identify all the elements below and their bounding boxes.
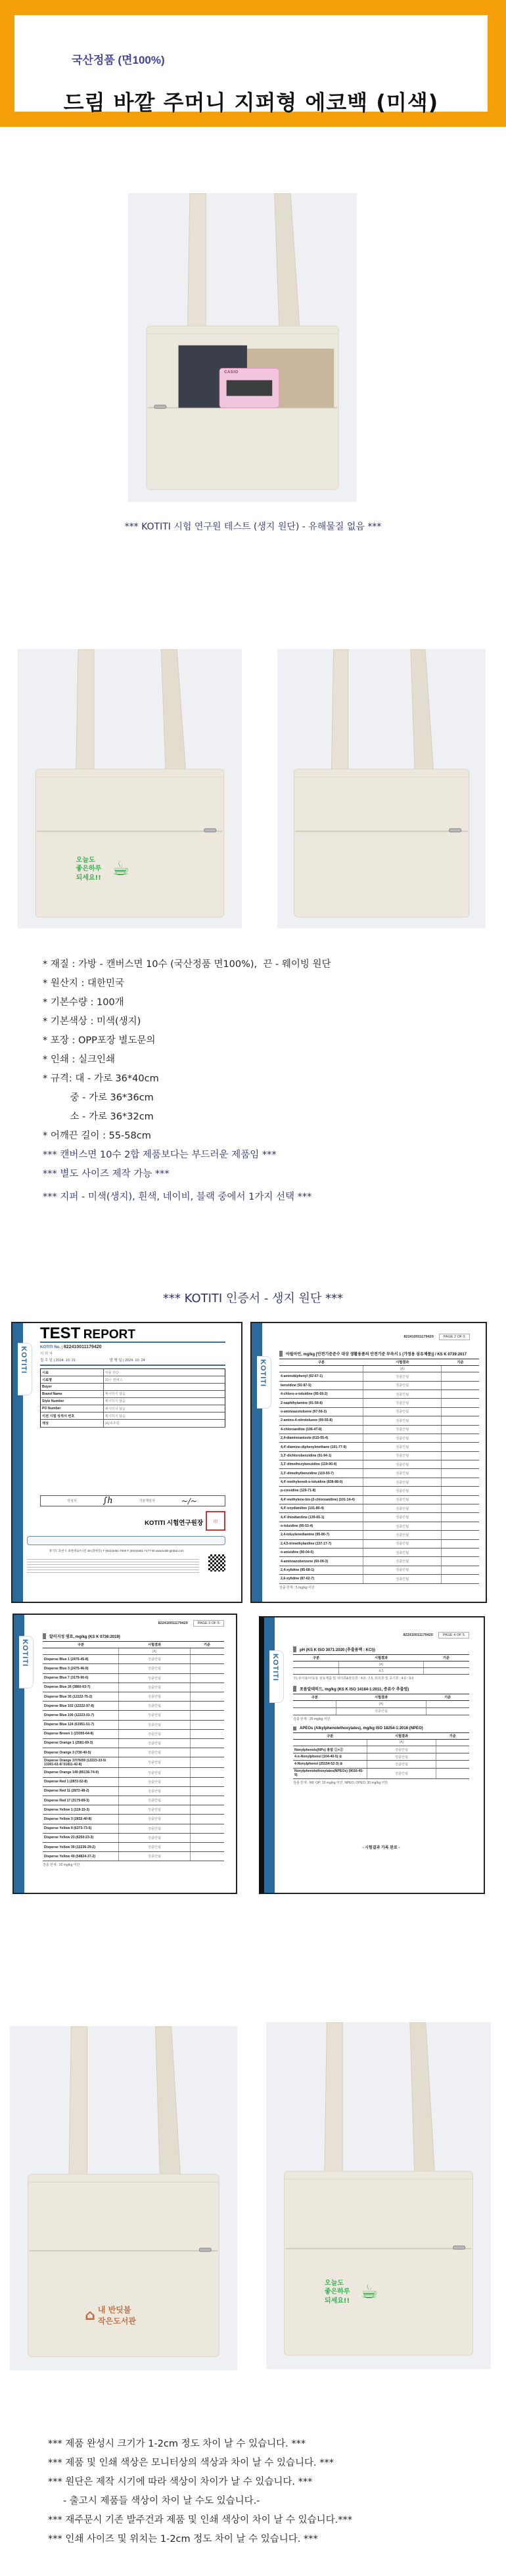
header-banner xyxy=(0,0,506,127)
spec-item: * 기본수량 : 100개 xyxy=(43,997,124,1008)
table-header xyxy=(293,1732,469,1739)
table-row xyxy=(293,1746,469,1753)
issued-date: 2024. 10. 24 xyxy=(125,1359,145,1363)
test-report-page-3: KOTITI 822410011179420 PAGE 3 OF 5 알러지성 염료, mg/kg (KS K 0736:2019) 구분 시험결과 기준 (A) Disperse Blue 1 (2475-45-8) 검출안됨 Disperse Blue 3 (2475-46-9) 검출안됨 Disperse Blue 7 (3179-90-6) 검출안됨 Disperse Blue 26 (3860-63-7) 검출안됨 Disperse Blue 35 (12222-75-2) 검출안됨 Disperse Blue 102 (12222-97-8) 검출안됨 Disperse Blue 106 (12223-01-7) 검출안됨 Disperse Blue 124 (61951-51-7) 검출안됨 Disperse Brown 1 (23355-64-8) 검출안됨 Disperse Orange 1 (2581-69-3) 검출안됨 Disperse Orange 3 (730-40-5) 검출안됨 Disperse Orange 37/76/59 (12223-33-5/ 13301-61-6/ 51811-42-8) 검출안됨 Disperse Orange 149 (85136-74-9) 검출안됨 Disperse Red 1 (2872-52-8) 검출안됨 Disperse Red 11 (2872-48-2) 검출안됨 Disperse Red 17 (3179-89-3) 검출안됨 Disperse Yellow 1 (119-15-3) 검출안됨 Disperse Yellow 3 (2832-40-8) 검출안됨 Disperse Yellow 9 (6373-73-5) 검출안됨 Disperse Yellow 23 (6250-23-3) 검출안됨 Disperse Yellow 39 (12236-29-2) 검출안됨 Disperse Yellow 49 (54824-37-2) 검출안됨 검출 한계 : 20 mg/kg 미만 xyxy=(12,1614,237,1894)
table-row xyxy=(279,1425,479,1434)
test-result: 검출안됨 xyxy=(119,1824,190,1833)
received-label: 접 수 일 xyxy=(40,1359,53,1363)
print-text-line: 오늘도 xyxy=(76,856,95,864)
test-result: 검출안됨 xyxy=(367,1753,436,1761)
apeo-section-title: APEOs (Alkylphenolethoxylates), mg/kg ISO 18254-1:2016 (NPEO) xyxy=(293,1727,469,1730)
signature-icon: ~∕~ xyxy=(181,1496,197,1506)
print-text-line: 되세요!! xyxy=(76,874,101,882)
spec-item: 소 - 가로 36*32cm xyxy=(43,1112,154,1122)
table-row xyxy=(279,1575,479,1583)
table-row xyxy=(43,1815,224,1824)
library-print-logo xyxy=(85,2305,136,2326)
ph-table: 구분 시험결과 기준 (A) 4.5 xyxy=(293,1654,469,1675)
substance-name: Disperse Yellow 23 (6250-23-3) xyxy=(43,1833,119,1842)
column-header: 구분 xyxy=(43,1642,119,1648)
table-row xyxy=(43,1757,224,1768)
table-row xyxy=(43,1824,224,1833)
institute-address: 경기도 과천시 과천대로7나길 48 (갈현동) T (822)3451-7000 F (822)3451-7177 W www.kotiti-global.com xyxy=(49,1549,184,1552)
test-result: 검출안됨 xyxy=(363,1504,442,1513)
test-result: 검출안됨 xyxy=(119,1796,190,1805)
substance-name: Nonylphenols(NPs) 총합 ①+② xyxy=(293,1746,367,1753)
test-result: 검출안됨 xyxy=(363,1487,442,1495)
table-row xyxy=(279,1372,479,1381)
test-result: 검출안됨 xyxy=(119,1711,190,1720)
spec-note: *** 지퍼 - 미색(생지), 흰색, 네이비, 블랙 중에서 1가지 선택 *** xyxy=(43,1192,312,1202)
substance-name: 4-aminobiphenyl (92-67-1) xyxy=(279,1372,363,1381)
sample-info-row xyxy=(41,1390,225,1397)
section-title: 알러지성 염료, mg/kg (KS K 0736:2019) xyxy=(43,1633,224,1639)
substance-name: Nonylphenolethoxylates(NPEOs) (9016-45-9) xyxy=(293,1768,367,1778)
notice-item: *** 제품 완성시 크기가 1-2cm 정도 차이 날 수 있습니다. *** xyxy=(48,2439,306,2449)
table-row xyxy=(279,1390,479,1398)
test-result: 검출안됨 xyxy=(119,1729,190,1738)
test-result: 검출안됨 xyxy=(363,1434,442,1442)
field-value: (A)네추럴 xyxy=(103,1420,225,1427)
test-result: 검출안됨 xyxy=(119,1833,190,1842)
column-header: 시험결과 xyxy=(367,1732,436,1739)
substance-name: Disperse Yellow 3 (2832-40-8) xyxy=(43,1815,119,1824)
table-row xyxy=(279,1399,479,1407)
notice-item: *** 재주문시 기존 발주건과 제품 및 인쇄 색상이 차이 날 수 있습니다.*** xyxy=(48,2515,352,2525)
print-text-line: 내 반딧불 xyxy=(97,2305,131,2315)
substance-name: 3,3'-dimethylbenzidine (119-93-7) xyxy=(279,1469,363,1478)
formaldehyde-section-title: 포름알데히드, mg/kg (KS K ISO 14184-1:2011, 증류수 추출법) xyxy=(293,1686,469,1692)
substance-name: 2,4-toluylenediamine (95-80-7) xyxy=(279,1531,363,1539)
table-row xyxy=(279,1487,479,1495)
substance-name: Disperse Orange 149 (85136-74-9) xyxy=(43,1768,119,1777)
column-header: 기준 xyxy=(190,1642,224,1648)
test-result: 검출안됨 xyxy=(363,1478,442,1486)
spec-item: 중 - 가로 36*36cm xyxy=(43,1093,154,1103)
substance-name: Disperse Red 11 (2872-48-2) xyxy=(43,1786,119,1796)
substance-name: 4-chloro-o-toluidine (95-69-2) xyxy=(279,1390,363,1398)
table-row xyxy=(279,1566,479,1574)
substance-name: 4,4'-thiodianiline (139-65-1) xyxy=(279,1513,363,1522)
substance-name: Disperse Blue 1 (2475-45-8) xyxy=(43,1655,119,1664)
test-result: 검출안됨 xyxy=(119,1777,190,1786)
field-label: PO Number xyxy=(41,1405,104,1412)
coffee-cup-icon: ☕ xyxy=(112,857,130,880)
substance-name: Disperse Yellow 1 (119-15-3) xyxy=(43,1805,119,1815)
test-result: 검출안됨 xyxy=(363,1399,442,1407)
substance-name: Disperse Orange 37/76/59 (12223-33-5/ 13301-61-6/ 51811-42-8) xyxy=(43,1757,119,1768)
table-row xyxy=(279,1381,479,1390)
test-result: 검출안됨 xyxy=(119,1805,190,1815)
table-row xyxy=(43,1702,224,1711)
kotiti-tab: KOTITI xyxy=(18,1343,32,1395)
page-indicator: PAGE 4 OF 5 xyxy=(438,1632,469,1638)
cafe-print-logo xyxy=(325,2279,379,2306)
detection-limit: 검출 한계 : 20 mg/kg 미만 xyxy=(43,1863,80,1868)
test-result: 검출안됨 xyxy=(367,1768,436,1778)
table-row xyxy=(43,1738,224,1748)
test-result: 검출안됨 xyxy=(363,1390,442,1398)
table-row xyxy=(279,1548,479,1557)
field-label: 색상 xyxy=(41,1420,104,1427)
product-photo-back xyxy=(277,649,486,928)
column-header: 구분 xyxy=(293,1732,367,1739)
test-result: 검출안됨 xyxy=(363,1416,442,1425)
substance-name: 2,4,5-trimethylaniline (137-17-7) xyxy=(279,1539,363,1548)
field-label: Brand Name xyxy=(41,1390,104,1397)
test-result: 검출안됨 xyxy=(363,1425,442,1434)
substance-name: Disperse Orange 3 (730-40-5) xyxy=(43,1748,119,1757)
test-result: 검출안됨 xyxy=(363,1531,442,1539)
signature-icon: ∫h xyxy=(103,1496,113,1506)
spec-note: *** 별도 사이즈 제작 가능 *** xyxy=(43,1169,170,1179)
test-result: 검출안됨 xyxy=(363,1566,442,1574)
substance-name: Disperse Blue 7 (3179-90-6) xyxy=(43,1673,119,1683)
formaldehyde-table: 구분 시험결과 기준 (A) 검출안됨 xyxy=(293,1694,469,1715)
table-row xyxy=(279,1416,479,1425)
substance-name: 3,3'-dimethoxybenzidine (119-90-4) xyxy=(279,1460,363,1469)
table-row xyxy=(43,1673,224,1683)
test-result: 검출안됨 xyxy=(367,1761,436,1768)
test-result: 검출안됨 xyxy=(363,1575,442,1583)
test-result: 검출안됨 xyxy=(363,1451,442,1460)
test-result: 검출안됨 xyxy=(119,1768,190,1777)
test-result: 검출안됨 xyxy=(367,1746,436,1753)
field-value: 10수 캔버스 xyxy=(103,1376,225,1384)
table-row xyxy=(279,1531,479,1539)
test-result: 검출안됨 xyxy=(119,1655,190,1664)
table-row xyxy=(279,1443,479,1451)
test-result: 검출안됨 xyxy=(363,1469,442,1478)
substance-name: Disperse Yellow 39 (12236-29-2) xyxy=(43,1842,119,1851)
substance-name: 4,4'-oxydianiline (101-80-4) xyxy=(279,1504,363,1513)
table-row xyxy=(43,1748,224,1757)
substance-name: 2,6-xylidine (87-62-7) xyxy=(279,1575,363,1583)
test-result: 검출안됨 xyxy=(363,1513,442,1522)
signer-2: 기술책임자 xyxy=(139,1499,155,1503)
test-result: 검출안됨 xyxy=(119,1702,190,1711)
table-row xyxy=(293,1768,469,1778)
print-text-line: 오늘도 xyxy=(324,2279,344,2287)
product-photo-pocket-items xyxy=(128,193,357,502)
product-title: 드림 바깥 주머니 지퍼형 에코백 (미색) xyxy=(63,90,439,115)
field-label: 시료명 xyxy=(41,1376,104,1384)
notice-item: - 출고시 제품들 색상이 차이 날 수도 있습니다.- xyxy=(48,2496,260,2506)
substance-name: 4-chloroaniline (106-47-8) xyxy=(279,1425,363,1434)
table-row xyxy=(43,1664,224,1673)
table-row xyxy=(279,1504,479,1513)
test-result: 검출안됨 xyxy=(363,1557,442,1566)
substance-name: 3,3'-dichlorobenzidine (91-94-1) xyxy=(279,1451,363,1460)
sample-info-row xyxy=(41,1369,225,1376)
spec-item: * 어깨끈 길이 : 55-58cm xyxy=(43,1131,151,1141)
header-box xyxy=(14,15,488,115)
table-row xyxy=(279,1513,479,1522)
sample-info-table xyxy=(40,1368,225,1428)
substance-name: Disperse Blue 102 (12222-97-8) xyxy=(43,1702,119,1711)
test-result: 검출안됨 xyxy=(119,1815,190,1824)
column-header: 구분 xyxy=(279,1359,363,1366)
substance-name: Disperse Blue 35 (12222-75-2) xyxy=(43,1692,119,1701)
product-photo-cafe-print xyxy=(266,2022,491,2369)
field-value: 제시하지 않음 xyxy=(103,1397,225,1405)
formaldehyde-limit: 검출 한계 : 20 mg/kg 미만 xyxy=(293,1717,331,1721)
arylamine-table xyxy=(279,1359,479,1584)
test-report-page-1: KOTITI TEST REPORT KOTITI No. | 822410011179420 의 뢰 자 접 수 일 | 2024. 10. 21 발 행 일 | 2024. 10. 24 시료 직물 원단 시료명 10수 캔버스 Buyer Brand Name 제시하지 않음 Style Number 제시하지 않음 PO Number 제시하지 않음 이전 시험 성적서 번호 제시하지 않음 색상 (A)네추럴 작성자 ∫h 기술책임자 ~∕~ KOTITI 시험연구원장 印 경기도 과천시 과천대로7나길 48 (갈현동) T (822)3451-7000 F (822)3451-7177 W www.kotiti-global.com xyxy=(11,1322,242,1603)
test-result: 검출안됨 xyxy=(363,1495,442,1504)
substance-name: Disperse Red 1 (2872-52-8) xyxy=(43,1777,119,1786)
official-seal-icon: 印 xyxy=(206,1511,225,1531)
test-result: 검출안됨 xyxy=(363,1548,442,1557)
table-row xyxy=(43,1842,224,1851)
ph-value: 4.5 xyxy=(339,1668,423,1675)
table-row xyxy=(293,1761,469,1768)
table-row xyxy=(279,1469,479,1478)
report-no-label: KOTITI No. xyxy=(40,1345,60,1349)
print-text-line: 좋은하루 xyxy=(324,2288,350,2296)
ph-section-title: pH (KS K ISO 3071:2020 (추출용액 : KCl)) xyxy=(293,1646,469,1652)
library-house-icon: ⌂ xyxy=(85,2307,95,2324)
table-row xyxy=(279,1434,479,1442)
qr-code-icon xyxy=(208,1554,225,1571)
test-result: 검출안됨 xyxy=(363,1381,442,1390)
print-text-line: 되세요!! xyxy=(324,2297,350,2305)
apeo-table xyxy=(293,1732,469,1779)
substance-name: 4,4'-methylene-bis-(2-chloroaniline) (101-14-4) xyxy=(279,1495,363,1504)
table-row xyxy=(43,1692,224,1701)
product-photo-library-print xyxy=(10,2026,237,2370)
substance-name: Disperse Yellow 49 (54824-37-2) xyxy=(43,1852,119,1861)
sample-label: (A) xyxy=(367,1739,436,1746)
client-label: 의 뢰 자 xyxy=(40,1352,53,1356)
cafe-print-logo xyxy=(76,856,130,883)
calculator-brand-label: CASIO xyxy=(224,370,239,374)
table-row xyxy=(43,1711,224,1720)
field-value: 제시하지 않음 xyxy=(103,1412,225,1420)
sample-info-row xyxy=(41,1412,225,1420)
test-result: 검출안됨 xyxy=(119,1692,190,1701)
kotiti-cert-caption: *** KOTITI 인증서 - 생지 원단 *** xyxy=(162,1292,344,1305)
page-indicator: PAGE 3 OF 5 xyxy=(193,1620,224,1627)
substance-name: 4,4'-methylenedi-o-toluidine (838-88-0) xyxy=(279,1478,363,1486)
test-result: 검출안됨 xyxy=(119,1852,190,1861)
table-row xyxy=(279,1407,479,1416)
table-row xyxy=(43,1786,224,1796)
substance-name: 2-naphthylamine (91-59-8) xyxy=(279,1399,363,1407)
substance-name: p-cresidine (120-71-8) xyxy=(279,1487,363,1495)
notice-item: *** 인쇄 사이즈 및 위치는 1-2cm 정도 차이 날 수 있습니다. *** xyxy=(48,2534,318,2544)
kotiti-test-caption: *** KOTITI 시험 연구원 테스트 (생지 원단) - 유해물질 없음 *** xyxy=(124,522,382,532)
test-result: 검출안됨 xyxy=(363,1539,442,1548)
test-report-page-2: KOTITI 822410011179420 PAGE 2 OF 5 아릴아민, mg/kg [안전기준준수 대상 생활용품의 안전기준 부속서 1 (가정용 섬유제품)] / KS K 0739:2017 구분 시험결과 기준 (A) 4-aminobiphenyl (92-67-1) 검출안됨 benzidine (92-87-5) 검출안됨 4-chloro-o-toluidine (95-69-2) 검출안됨 2-naphthylamine (91-59-8) 검출안됨 o-aminoazotoluene (97-56-3) 검출안됨 2-amino-4-nitrotoluene (99-55-8) 검출안됨 4-chloroaniline (106-47-8) 검출안됨 2,4-diaminoanisole (615-05-4) 검출안됨 4,4'-diamino-diphenylmethane (101-77-9) 검출안됨 3,3'-dichlorobenzidine (91-94-1) 검출안됨 3,3'-dimethoxybenzidine (119-90-4) 검출안됨 3,3'-dimethylbenzidine (119-93-7) 검출안됨 4,4'-methylenedi-o-toluidine (838-88-0) 검출안됨 p-cresidine (120-71-8) 검출안됨 4,4'-methylene-bis-(2-chloroaniline) (101-14-4) 검출안됨 4,4'-oxydianiline (101-80-4) 검출안됨 4,4'-thiodianiline (139-65-1) 검출안됨 o-toluidine (95-53-4) 검출안됨 2,4-toluylenediamine (95-80-7) 검출안됨 2,4,5-trimethylaniline (137-17-7) 검출안됨 o-anisidine (90-04-0) 검출안됨 4-aminoazobenzene (60-09-3) 검출안됨 2,4-xylidine (95-68-1) 검출안됨 2,6-xylidine (87-62-7) 검출안됨 검출 한계 : 5 mg/kg 미만 xyxy=(250,1322,487,1603)
table-row xyxy=(43,1833,224,1842)
substance-name: 4-aminoazobenzene (60-09-3) xyxy=(279,1557,363,1566)
sample-info-row xyxy=(41,1405,225,1412)
field-label: 이전 시험 성적서 번호 xyxy=(41,1412,104,1420)
test-result: 검출안됨 xyxy=(363,1443,442,1451)
page-indicator: PAGE 2 OF 5 xyxy=(439,1334,470,1340)
test-result: 검출안됨 xyxy=(363,1460,442,1469)
detection-limit: 검출 한계 : 5 mg/kg 미만 xyxy=(279,1585,315,1590)
test-result: 검출안됨 xyxy=(119,1842,190,1851)
table-row xyxy=(279,1522,479,1530)
test-result: 검출안됨 xyxy=(119,1786,190,1796)
apeo-limit: 검출 한계 : NP, OP: 10 mg/kg 미만, NPEO, OPEO: 30 mg/kg 미만 xyxy=(293,1780,388,1785)
table-row xyxy=(43,1796,224,1805)
test-result: 검출안됨 xyxy=(119,1720,190,1729)
product-photo-front-print xyxy=(18,649,242,928)
substance-name: 2,4-xylidine (95-68-1) xyxy=(279,1566,363,1574)
table-row xyxy=(279,1478,479,1486)
column-header: 시험결과 xyxy=(363,1359,442,1366)
table-row xyxy=(43,1805,224,1815)
column-header: 기준 xyxy=(436,1732,469,1739)
test-result: 검출안됨 xyxy=(119,1673,190,1683)
table-row xyxy=(43,1729,224,1738)
substance-name: 4-n-Nonylphenol (104-40-5) ① xyxy=(293,1753,367,1761)
substance-name: Disperse Blue 3 (2475-46-9) xyxy=(43,1664,119,1673)
sample-info-row xyxy=(41,1420,225,1427)
spec-item: * 기본색상 : 미색(생지) xyxy=(43,1016,141,1027)
product-subtitle: 국산정품 (면100%) xyxy=(72,54,165,66)
report-heading-report: REPORT xyxy=(83,1328,135,1342)
sample-label: (A) xyxy=(363,1366,442,1372)
test-result: 검출안됨 xyxy=(119,1757,190,1768)
field-label: Style Number xyxy=(41,1397,104,1405)
column-header: 기준 xyxy=(442,1359,479,1366)
table-row xyxy=(43,1777,224,1786)
formaldehyde-result: 검출안됨 xyxy=(336,1707,426,1715)
sample-info-row xyxy=(41,1376,225,1384)
table-row xyxy=(279,1557,479,1566)
substance-name: Disperse Yellow 9 (6373-73-5) xyxy=(43,1824,119,1833)
section-title: 아릴아민, mg/kg [안전기준준수 대상 생활용품의 안전기준 부속서 1 (가정용 섬유제품)] / KS K 0739:2017 xyxy=(279,1351,479,1357)
notice-item: *** 원단은 제작 시기에 따라 색상이 차이가 날 수 있습니다. *** xyxy=(48,2477,313,2487)
test-result: 검출안됨 xyxy=(119,1748,190,1757)
substance-name: Disperse Red 17 (3179-89-3) xyxy=(43,1796,119,1805)
report-no: 822410011179420 xyxy=(63,1345,102,1349)
field-value: 제시하지 않음 xyxy=(103,1405,225,1412)
field-label: 시료 xyxy=(41,1369,104,1376)
table-header xyxy=(279,1359,479,1366)
spec-item: * 포장 : OPP포장 별도문의 xyxy=(43,1035,156,1046)
table-row xyxy=(279,1495,479,1504)
substance-name: Disperse Orange 1 (2581-69-3) xyxy=(43,1738,119,1748)
substance-name: o-aminoazotoluene (97-56-3) xyxy=(279,1407,363,1416)
sample-info-row xyxy=(41,1384,225,1390)
substance-name: Disperse Blue 124 (61951-51-7) xyxy=(43,1720,119,1729)
spec-item: * 재질 : 가방 - 캔버스면 10수 (국산정품 면100%), 끈 - 웨이빙 원단 xyxy=(43,959,331,970)
substance-name: 4,4'-diamino-diphenylmethane (101-77-9) xyxy=(279,1443,363,1451)
test-result: 검출안됨 xyxy=(119,1683,190,1692)
institute-name: KOTITI 시험연구원장 xyxy=(145,1520,203,1527)
substance-name: o-toluidine (95-53-4) xyxy=(279,1522,363,1530)
spec-item: * 원산지 : 대한민국 xyxy=(43,978,125,989)
substance-name: o-anisidine (90-04-0) xyxy=(279,1548,363,1557)
substance-name: Disperse Blue 106 (12223-01-7) xyxy=(43,1711,119,1720)
field-value: 직물 원단 xyxy=(103,1369,225,1376)
spec-note: *** 캔버스면 10수 2합 제품보다는 부드러운 제품임 *** xyxy=(43,1150,277,1160)
field-label: Buyer xyxy=(41,1384,104,1390)
table-row xyxy=(279,1451,479,1460)
field-value: 제시하지 않음 xyxy=(103,1390,225,1397)
substance-name: benzidine (92-87-5) xyxy=(279,1381,363,1390)
test-result: 검출안됨 xyxy=(119,1664,190,1673)
table-row xyxy=(43,1720,224,1729)
print-text-line: 작은도서관 xyxy=(97,2316,136,2326)
test-result: 검출안됨 xyxy=(363,1372,442,1381)
test-result: 검출안됨 xyxy=(119,1738,190,1748)
substance-name: 4-Nonylphenol (25154-52-3) ② xyxy=(293,1761,367,1768)
test-report-page-4: KOTITI 822410011179420 PAGE 4 OF 5 pH (KS K ISO 3071:2020 (추출용액 : KCl)) 구분 시험결과 기준 (A) 4.5 주) 유아용/어동용 섬유제품 및 내의류&잠옷류 : 4.0 - 7.5, 외의류 및 중기류 : 4.0 - 9.0 포름알데히드, mg/kg (KS K ISO 14184-1:2011, 증류수 추출법) 구분 시험결과 기준 (A) 검출안됨 검출 한계 : 20 mg/kg 미만 APEOs (Alkylphenolethoxylates), mg/kg ISO 18254-1:2016 (NPEO) 구분 시험결과 기준 (A) Nonylphenols(NPs) 총합 ①+② 검출안됨 4-n-Nonylphenol (104-40-5) ① 검출안됨 4-Nonylphenol (25154-52-3) ② 검출안됨 Nonylphenolethoxylates(NPEOs) (9016-45-9) 검출안됨 검출 한계 : NP, OP: 10 mg/kg 미만, NPEO, OPEO: 30 mg/kg 미만 - 시험결과 가록 완료 - xyxy=(259,1616,485,1894)
coffee-cup-icon: ☕ xyxy=(360,2280,379,2303)
test-result: 검출안됨 xyxy=(363,1522,442,1530)
signer-1: 작성자 xyxy=(67,1499,77,1503)
substance-name: 2,4-diaminoanisole (615-05-4) xyxy=(279,1434,363,1442)
ph-note: 주) 유아용/어동용 섬유제품 및 내의류&잠옷류 : 4.0 - 7.5, 외의류 및 중기류 : 4.0 - 9.0 xyxy=(293,1677,414,1681)
substance-name: Disperse Blue 26 (3860-63-7) xyxy=(43,1683,119,1692)
received-date: 2024. 10. 21 xyxy=(55,1359,76,1363)
table-row xyxy=(43,1768,224,1777)
test-result: 검출안됨 xyxy=(363,1407,442,1416)
table-header xyxy=(43,1642,224,1648)
table-row xyxy=(43,1852,224,1861)
spec-item: * 인쇄 : 실크인쇄 xyxy=(43,1054,116,1065)
table-row xyxy=(43,1655,224,1664)
sample-label: (A) xyxy=(119,1648,190,1655)
table-row xyxy=(293,1753,469,1761)
table-row xyxy=(279,1539,479,1548)
disperse-dye-table xyxy=(43,1641,224,1861)
field-value xyxy=(103,1384,225,1390)
substance-name: Disperse Brown 1 (23355-64-8) xyxy=(43,1729,119,1738)
issued-label: 발 행 일 xyxy=(109,1359,122,1363)
table-row xyxy=(279,1460,479,1469)
table-row xyxy=(43,1683,224,1692)
column-header: 시험결과 xyxy=(119,1642,190,1648)
notice-item: *** 제품 및 인쇄 색상은 모니터상의 색상과 차이 날 수 있습니다. *** xyxy=(48,2458,334,2468)
sample-info-row xyxy=(41,1397,225,1405)
report-heading-test: TEST xyxy=(40,1324,81,1342)
print-text-line: 좋은하루 xyxy=(76,865,102,872)
substance-name: 2-amino-4-nitrotoluene (99-55-8) xyxy=(279,1416,363,1425)
spec-item: * 규격: 대 - 가로 36*40cm xyxy=(43,1073,159,1084)
report-end-marker: - 시험결과 가록 완료 - xyxy=(362,1846,400,1850)
